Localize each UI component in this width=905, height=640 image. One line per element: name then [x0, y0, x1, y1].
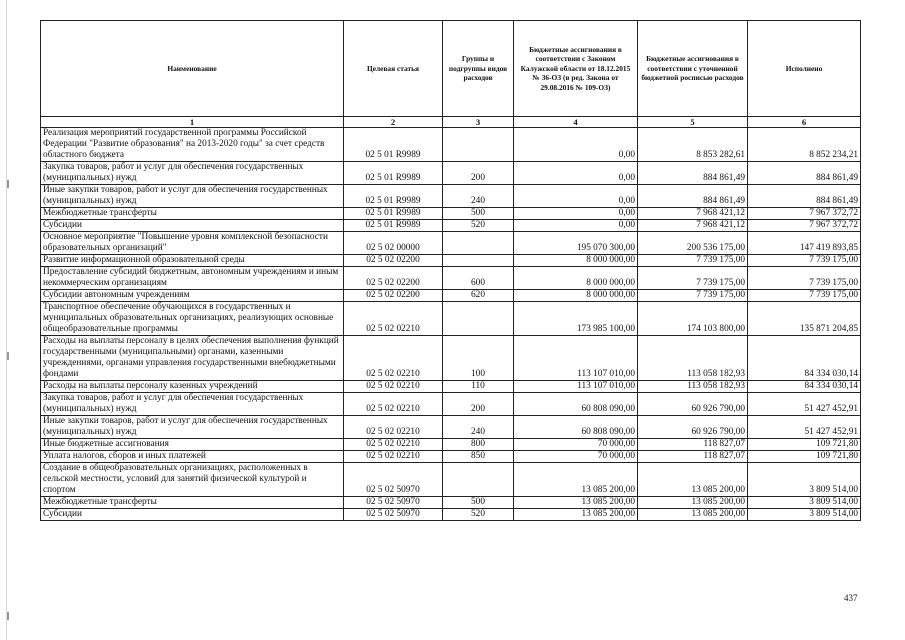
row-name-cell: Предоставление субсидий бюджетным, автономным учреждениям и иным некоммерческим организациям: [41, 267, 344, 290]
row-planned-amount-cell: 13 085 200,00: [638, 497, 748, 509]
row-executed-amount-cell: 3 809 514,00: [748, 463, 861, 497]
row-planned-amount-cell: 7 739 175,00: [638, 255, 748, 267]
scan-mark: [7, 352, 9, 360]
row-executed-amount-cell: 84 334 030,14: [748, 336, 861, 381]
row-code-cell: 02 5 02 00000: [344, 232, 443, 255]
row-code-cell: 02 5 01 R9989: [344, 162, 443, 185]
row-code-cell: 02 5 02 02210: [344, 336, 443, 381]
row-planned-amount-cell: 13 085 200,00: [638, 509, 748, 521]
row-code-cell: 02 5 02 02210: [344, 381, 443, 393]
table-row: [41, 439, 861, 451]
row-law-amount-cell: 0,00: [514, 220, 638, 232]
row-name-cell: Создание в общеобразовательных организациях, расположенных в сельской местности, условий для занятий физической культурой и спортом: [41, 463, 344, 497]
table-row: [41, 220, 861, 232]
row-group-cell: 500: [443, 497, 514, 509]
row-planned-amount-cell: 13 085 200,00: [638, 463, 748, 497]
column-number: 6: [748, 117, 861, 128]
row-planned-amount-cell: 60 926 790,00: [638, 416, 748, 439]
row-name-cell: Расходы на выплаты персоналу казенных учреждений: [41, 381, 344, 393]
row-planned-amount-cell: 200 536 175,00: [638, 232, 748, 255]
row-planned-amount-cell: 884 861,49: [638, 162, 748, 185]
row-name-cell: Транспортное обеспечение обучающихся в государственных и муниципальных образовательных организациях, реализующих основные общеобразовательные программы: [41, 302, 344, 336]
budget-table: [40, 20, 861, 521]
row-planned-amount-cell: 7 968 421,12: [638, 208, 748, 220]
row-law-amount-cell: 60 808 090,00: [514, 416, 638, 439]
row-code-cell: 02 5 02 02210: [344, 393, 443, 416]
row-group-cell: 200: [443, 162, 514, 185]
row-executed-amount-cell: 7 967 372,72: [748, 220, 861, 232]
table-row: [41, 509, 861, 521]
row-code-cell: 02 5 02 50970: [344, 509, 443, 521]
row-group-cell: 620: [443, 290, 514, 302]
row-code-cell: 02 5 02 02200: [344, 290, 443, 302]
row-planned-amount-cell: 174 103 800,00: [638, 302, 748, 336]
row-planned-amount-cell: 113 058 182,93: [638, 381, 748, 393]
header-executed: Исполнено: [748, 21, 861, 117]
row-name-cell: Закупка товаров, работ и услуг для обеспечения государственных (муниципальных) нужд: [41, 162, 344, 185]
header-law-allocations: Бюджетные ассигнования в соответствии с Законом Калужской области от 18.12.2015 № 36-ОЗ (в ред. Закона от 29.08.2016 № 109-ОЗ): [514, 21, 638, 117]
table-body: [41, 128, 861, 521]
row-name-cell: Реализация мероприятий государственной программы Российской Федерации "Развитие образования" на 2013-2020 годы" за счет средств областного бюджета: [41, 128, 344, 162]
row-group-cell: [443, 463, 514, 497]
table-row: [41, 463, 861, 497]
row-executed-amount-cell: 3 809 514,00: [748, 509, 861, 521]
column-number-row: [41, 117, 861, 128]
row-planned-amount-cell: 7 739 175,00: [638, 290, 748, 302]
row-group-cell: 520: [443, 509, 514, 521]
table-row: [41, 381, 861, 393]
row-executed-amount-cell: 84 334 030,14: [748, 381, 861, 393]
row-executed-amount-cell: 884 861,49: [748, 162, 861, 185]
header-name: Наименование: [41, 21, 344, 117]
row-law-amount-cell: 0,00: [514, 162, 638, 185]
row-law-amount-cell: 113 107 010,00: [514, 381, 638, 393]
row-code-cell: 02 5 02 02210: [344, 439, 443, 451]
row-name-cell: Иные закупки товаров, работ и услуг для обеспечения государственных (муниципальных) нужд: [41, 416, 344, 439]
row-planned-amount-cell: 884 861,49: [638, 185, 748, 208]
row-executed-amount-cell: 3 809 514,00: [748, 497, 861, 509]
row-code-cell: 02 5 01 R9989: [344, 185, 443, 208]
row-law-amount-cell: 13 085 200,00: [514, 497, 638, 509]
row-law-amount-cell: 70 000,00: [514, 439, 638, 451]
row-code-cell: 02 5 02 02210: [344, 302, 443, 336]
column-number: 3: [443, 117, 514, 128]
header-target-article: Целевая статья: [344, 21, 443, 117]
row-name-cell: Субсидии: [41, 509, 344, 521]
header-refined-allocations: Бюджетные ассигнования в соответствии с уточненной бюджетной росписью расходов: [638, 21, 748, 117]
table-row: [41, 128, 861, 162]
row-planned-amount-cell: 60 926 790,00: [638, 393, 748, 416]
row-law-amount-cell: 60 808 090,00: [514, 393, 638, 416]
row-name-cell: Развитие информационной образовательной среды: [41, 255, 344, 267]
row-executed-amount-cell: 109 721,80: [748, 439, 861, 451]
table-row: [41, 290, 861, 302]
scan-mark: [7, 180, 9, 188]
row-group-cell: 850: [443, 451, 514, 463]
table-row: [41, 336, 861, 381]
table-row: [41, 416, 861, 439]
row-code-cell: 02 5 02 02200: [344, 255, 443, 267]
row-name-cell: Межбюджетные трансферты: [41, 497, 344, 509]
row-code-cell: 02 5 02 02210: [344, 416, 443, 439]
row-planned-amount-cell: 7 968 421,12: [638, 220, 748, 232]
row-law-amount-cell: 8 000 000,00: [514, 255, 638, 267]
row-planned-amount-cell: 7 739 175,00: [638, 267, 748, 290]
row-executed-amount-cell: 7 739 175,00: [748, 290, 861, 302]
row-law-amount-cell: 70 000,00: [514, 451, 638, 463]
row-law-amount-cell: 113 107 010,00: [514, 336, 638, 381]
row-law-amount-cell: 195 070 300,00: [514, 232, 638, 255]
row-executed-amount-cell: 7 739 175,00: [748, 267, 861, 290]
row-name-cell: Расходы на выплаты персоналу в целях обеспечения выполнения функций государственными (муниципальными) органами, казенными учреждениями, органами управления государственными внебюджетными фондами: [41, 336, 344, 381]
row-group-cell: [443, 302, 514, 336]
row-executed-amount-cell: 884 861,49: [748, 185, 861, 208]
table-row: [41, 185, 861, 208]
row-name-cell: Уплата налогов, сборов и иных платежей: [41, 451, 344, 463]
row-name-cell: Субсидии: [41, 220, 344, 232]
row-law-amount-cell: 0,00: [514, 185, 638, 208]
table-row: [41, 267, 861, 290]
row-group-cell: 110: [443, 381, 514, 393]
row-name-cell: Закупка товаров, работ и услуг для обеспечения государственных (муниципальных) нужд: [41, 393, 344, 416]
row-group-cell: 240: [443, 416, 514, 439]
row-group-cell: 520: [443, 220, 514, 232]
row-group-cell: 200: [443, 393, 514, 416]
row-law-amount-cell: 13 085 200,00: [514, 509, 638, 521]
row-executed-amount-cell: 51 427 452,91: [748, 416, 861, 439]
row-code-cell: 02 5 01 R9989: [344, 208, 443, 220]
row-law-amount-cell: 13 085 200,00: [514, 463, 638, 497]
row-group-cell: [443, 232, 514, 255]
row-executed-amount-cell: 135 871 204,85: [748, 302, 861, 336]
row-group-cell: 240: [443, 185, 514, 208]
row-group-cell: [443, 255, 514, 267]
scan-edge-line: [6, 0, 7, 640]
row-code-cell: 02 5 02 02200: [344, 267, 443, 290]
row-code-cell: 02 5 02 02210: [344, 451, 443, 463]
row-executed-amount-cell: 51 427 452,91: [748, 393, 861, 416]
table-row: [41, 302, 861, 336]
page-number: 437: [844, 593, 858, 603]
table-row: [41, 451, 861, 463]
row-name-cell: Основное мероприятие "Повышение уровня комплексной безопасности образовательных организаций": [41, 232, 344, 255]
row-name-cell: Иные закупки товаров, работ и услуг для обеспечения государственных (муниципальных) нужд: [41, 185, 344, 208]
header-expense-groups: Группы и подгруппы видов расходов: [443, 21, 514, 117]
row-group-cell: 600: [443, 267, 514, 290]
row-code-cell: 02 5 02 50970: [344, 497, 443, 509]
scan-mark: [7, 612, 9, 620]
row-code-cell: 02 5 01 R9989: [344, 128, 443, 162]
row-executed-amount-cell: 109 721,80: [748, 451, 861, 463]
row-name-cell: Иные бюджетные ассигнования: [41, 439, 344, 451]
table-row: [41, 208, 861, 220]
row-executed-amount-cell: 7 739 175,00: [748, 255, 861, 267]
row-planned-amount-cell: 8 853 282,61: [638, 128, 748, 162]
row-group-cell: 100: [443, 336, 514, 381]
table-row: [41, 232, 861, 255]
table-row: [41, 162, 861, 185]
row-planned-amount-cell: 118 827,07: [638, 451, 748, 463]
table-row: [41, 393, 861, 416]
row-name-cell: Межбюджетные трансферты: [41, 208, 344, 220]
row-group-cell: [443, 128, 514, 162]
row-law-amount-cell: 8 000 000,00: [514, 267, 638, 290]
table-header-row: [41, 21, 861, 117]
row-executed-amount-cell: 8 852 234,21: [748, 128, 861, 162]
row-name-cell: Субсидии автономным учреждениям: [41, 290, 344, 302]
row-law-amount-cell: 173 985 100,00: [514, 302, 638, 336]
row-law-amount-cell: 0,00: [514, 208, 638, 220]
column-number: 5: [638, 117, 748, 128]
row-law-amount-cell: 8 000 000,00: [514, 290, 638, 302]
row-executed-amount-cell: 147 419 893,85: [748, 232, 861, 255]
table-row: [41, 255, 861, 267]
column-number: 4: [514, 117, 638, 128]
row-law-amount-cell: 0,00: [514, 128, 638, 162]
column-number: 2: [344, 117, 443, 128]
row-code-cell: 02 5 01 R9989: [344, 220, 443, 232]
column-number: 1: [41, 117, 344, 128]
row-executed-amount-cell: 7 967 372,72: [748, 208, 861, 220]
row-group-cell: 500: [443, 208, 514, 220]
row-planned-amount-cell: 118 827,07: [638, 439, 748, 451]
row-code-cell: 02 5 02 50970: [344, 463, 443, 497]
row-planned-amount-cell: 113 058 182,93: [638, 336, 748, 381]
row-group-cell: 800: [443, 439, 514, 451]
table-row: [41, 497, 861, 509]
